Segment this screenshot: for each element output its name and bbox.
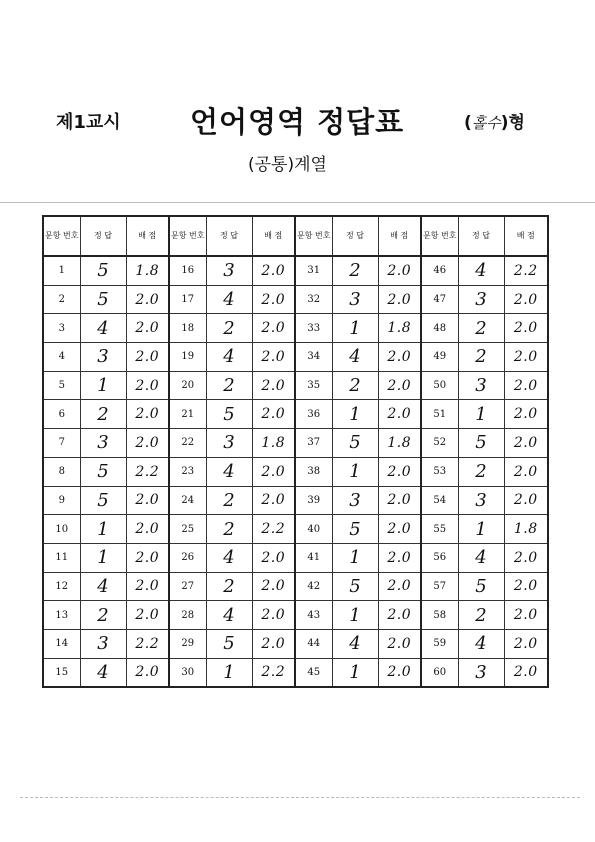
points-cell: 2.0 <box>252 629 295 658</box>
answer-cell: 3 <box>206 429 252 458</box>
col-header-answer: 정 답 <box>206 216 252 256</box>
question-number: 10 <box>43 515 80 544</box>
question-number: 39 <box>295 486 332 515</box>
answer-cell: 3 <box>80 429 126 458</box>
points-cell: 2.0 <box>378 486 421 515</box>
question-number: 23 <box>169 457 206 486</box>
points-cell: 1.8 <box>126 256 169 285</box>
question-number: 32 <box>295 285 332 314</box>
answer-cell: 3 <box>332 285 378 314</box>
points-cell: 2.0 <box>378 515 421 544</box>
top-divider <box>0 202 595 203</box>
question-number: 2 <box>43 285 80 314</box>
answer-cell: 4 <box>458 629 504 658</box>
points-cell: 2.0 <box>504 486 548 515</box>
question-number: 15 <box>43 658 80 687</box>
question-number: 16 <box>169 256 206 285</box>
points-cell: 2.0 <box>504 601 548 630</box>
answer-cell: 5 <box>332 429 378 458</box>
col-header-points: 배 점 <box>378 216 421 256</box>
answer-cell: 2 <box>206 572 252 601</box>
question-number: 45 <box>295 658 332 687</box>
question-number: 48 <box>421 314 458 343</box>
question-number: 56 <box>421 543 458 572</box>
answer-cell: 4 <box>80 572 126 601</box>
question-number: 49 <box>421 343 458 372</box>
col-header-answer: 정 답 <box>80 216 126 256</box>
points-cell: 2.0 <box>126 658 169 687</box>
question-number: 21 <box>169 400 206 429</box>
answer-cell: 2 <box>458 457 504 486</box>
points-cell: 2.0 <box>252 543 295 572</box>
points-cell: 2.0 <box>378 629 421 658</box>
points-cell: 2.0 <box>378 343 421 372</box>
table-row <box>43 314 548 343</box>
answer-cell: 1 <box>332 400 378 429</box>
points-cell: 2.0 <box>504 285 548 314</box>
points-cell: 2.0 <box>504 429 548 458</box>
table-row <box>43 543 548 572</box>
table-row <box>43 658 548 687</box>
bottom-divider <box>20 797 580 798</box>
question-number: 17 <box>169 285 206 314</box>
col-header-points: 배 점 <box>252 216 295 256</box>
points-cell: 2.2 <box>252 658 295 687</box>
answer-cell: 2 <box>332 256 378 285</box>
table-row <box>43 371 548 400</box>
exam-type-value: 홀수 <box>471 114 501 132</box>
points-cell: 2.0 <box>504 457 548 486</box>
answer-cell: 1 <box>80 371 126 400</box>
question-number: 5 <box>43 371 80 400</box>
question-number: 3 <box>43 314 80 343</box>
col-header-number: 문항 번호 <box>169 216 206 256</box>
points-cell: 2.0 <box>126 400 169 429</box>
points-cell: 2.0 <box>252 314 295 343</box>
question-number: 38 <box>295 457 332 486</box>
points-cell: 2.0 <box>378 457 421 486</box>
answer-cell: 4 <box>332 343 378 372</box>
answer-cell: 2 <box>332 371 378 400</box>
answer-cell: 3 <box>458 371 504 400</box>
answer-cell: 5 <box>332 515 378 544</box>
points-cell: 2.0 <box>252 343 295 372</box>
points-cell: 2.0 <box>126 572 169 601</box>
question-number: 25 <box>169 515 206 544</box>
question-number: 51 <box>421 400 458 429</box>
answer-cell: 2 <box>206 371 252 400</box>
points-cell: 2.0 <box>126 515 169 544</box>
points-cell: 1.8 <box>378 429 421 458</box>
answer-cell: 1 <box>206 658 252 687</box>
answer-cell: 3 <box>458 285 504 314</box>
points-cell: 2.0 <box>378 371 421 400</box>
answer-cell: 1 <box>332 658 378 687</box>
answer-cell: 5 <box>80 486 126 515</box>
page-subtitle: (공통)계열 <box>248 155 327 175</box>
points-cell: 2.0 <box>504 543 548 572</box>
points-cell: 2.0 <box>378 400 421 429</box>
answer-cell: 4 <box>80 314 126 343</box>
session-label: 제1교시 <box>56 112 121 133</box>
points-cell: 2.0 <box>126 429 169 458</box>
col-header-points: 배 점 <box>126 216 169 256</box>
question-number: 1 <box>43 256 80 285</box>
points-cell: 2.0 <box>378 601 421 630</box>
points-cell: 2.0 <box>252 486 295 515</box>
table-row <box>43 457 548 486</box>
answer-cell: 2 <box>458 343 504 372</box>
answer-cell: 1 <box>80 515 126 544</box>
question-number: 22 <box>169 429 206 458</box>
page-title: 언어영역 정답표 <box>190 105 405 139</box>
question-number: 59 <box>421 629 458 658</box>
table-row <box>43 285 548 314</box>
header-row <box>43 216 548 256</box>
question-number: 52 <box>421 429 458 458</box>
question-number: 24 <box>169 486 206 515</box>
answer-cell: 3 <box>332 486 378 515</box>
question-number: 55 <box>421 515 458 544</box>
answer-cell: 4 <box>332 629 378 658</box>
answer-cell: 1 <box>332 314 378 343</box>
question-number: 14 <box>43 629 80 658</box>
exam-type-close: )형 <box>500 113 525 133</box>
points-cell: 2.2 <box>126 457 169 486</box>
question-number: 46 <box>421 256 458 285</box>
table-row <box>43 601 548 630</box>
question-number: 44 <box>295 629 332 658</box>
col-header-points: 배 점 <box>504 216 548 256</box>
points-cell: 2.0 <box>252 457 295 486</box>
points-cell: 2.0 <box>504 658 548 687</box>
answer-cell: 3 <box>80 343 126 372</box>
answer-cell: 4 <box>206 543 252 572</box>
question-number: 28 <box>169 601 206 630</box>
answer-cell: 4 <box>458 256 504 285</box>
answer-cell: 5 <box>206 629 252 658</box>
answer-cell: 1 <box>332 543 378 572</box>
answer-cell: 5 <box>332 572 378 601</box>
table-row <box>43 429 548 458</box>
table-row <box>43 629 548 658</box>
answer-cell: 3 <box>458 658 504 687</box>
col-header-answer: 정 답 <box>332 216 378 256</box>
answer-cell: 2 <box>206 314 252 343</box>
points-cell: 2.0 <box>126 601 169 630</box>
question-number: 30 <box>169 658 206 687</box>
points-cell: 2.0 <box>252 256 295 285</box>
table-row <box>43 343 548 372</box>
answer-cell: 2 <box>458 314 504 343</box>
answer-cell: 5 <box>80 285 126 314</box>
points-cell: 2.0 <box>504 572 548 601</box>
points-cell: 2.0 <box>252 400 295 429</box>
points-cell: 2.0 <box>378 543 421 572</box>
points-cell: 2.0 <box>126 314 169 343</box>
question-number: 31 <box>295 256 332 285</box>
points-cell: 2.0 <box>126 343 169 372</box>
answer-cell: 5 <box>458 572 504 601</box>
col-header-answer: 정 답 <box>458 216 504 256</box>
points-cell: 2.0 <box>504 629 548 658</box>
points-cell: 2.0 <box>378 256 421 285</box>
answer-cell: 4 <box>206 601 252 630</box>
points-cell: 2.0 <box>252 572 295 601</box>
points-cell: 2.2 <box>252 515 295 544</box>
question-number: 29 <box>169 629 206 658</box>
points-cell: 2.0 <box>504 371 548 400</box>
question-number: 4 <box>43 343 80 372</box>
question-number: 35 <box>295 371 332 400</box>
question-number: 60 <box>421 658 458 687</box>
question-number: 43 <box>295 601 332 630</box>
question-number: 42 <box>295 572 332 601</box>
question-number: 40 <box>295 515 332 544</box>
answer-cell: 3 <box>206 256 252 285</box>
points-cell: 2.0 <box>504 314 548 343</box>
question-number: 6 <box>43 400 80 429</box>
answer-cell: 4 <box>458 543 504 572</box>
question-number: 57 <box>421 572 458 601</box>
table-row <box>43 256 548 285</box>
points-cell: 1.8 <box>252 429 295 458</box>
question-number: 26 <box>169 543 206 572</box>
points-cell: 2.0 <box>252 601 295 630</box>
col-header-number: 문항 번호 <box>295 216 332 256</box>
exam-type <box>464 108 525 133</box>
answer-cell: 1 <box>332 457 378 486</box>
points-cell: 2.2 <box>504 256 548 285</box>
points-cell: 2.0 <box>126 543 169 572</box>
question-number: 20 <box>169 371 206 400</box>
answer-cell: 4 <box>206 285 252 314</box>
question-number: 37 <box>295 429 332 458</box>
points-cell: 2.0 <box>378 572 421 601</box>
question-number: 7 <box>43 429 80 458</box>
question-number: 41 <box>295 543 332 572</box>
question-number: 34 <box>295 343 332 372</box>
answer-cell: 3 <box>80 629 126 658</box>
points-cell: 2.0 <box>252 371 295 400</box>
answer-cell: 2 <box>80 400 126 429</box>
question-number: 13 <box>43 601 80 630</box>
answer-cell: 5 <box>458 429 504 458</box>
points-cell: 1.8 <box>504 515 548 544</box>
question-number: 11 <box>43 543 80 572</box>
answer-cell: 5 <box>80 256 126 285</box>
question-number: 9 <box>43 486 80 515</box>
table-row <box>43 486 548 515</box>
answer-cell: 2 <box>80 601 126 630</box>
answer-cell: 5 <box>80 457 126 486</box>
question-number: 58 <box>421 601 458 630</box>
question-number: 53 <box>421 457 458 486</box>
question-number: 19 <box>169 343 206 372</box>
question-number: 54 <box>421 486 458 515</box>
exam-type-open: ( <box>464 113 472 133</box>
points-cell: 1.8 <box>378 314 421 343</box>
answer-cell: 3 <box>458 486 504 515</box>
question-number: 27 <box>169 572 206 601</box>
question-number: 50 <box>421 371 458 400</box>
answer-cell: 2 <box>206 515 252 544</box>
answer-cell: 2 <box>206 486 252 515</box>
answer-cell: 5 <box>206 400 252 429</box>
points-cell: 2.0 <box>504 343 548 372</box>
answer-cell: 1 <box>458 515 504 544</box>
question-number: 47 <box>421 285 458 314</box>
points-cell: 2.0 <box>126 371 169 400</box>
answer-cell: 1 <box>80 543 126 572</box>
points-cell: 2.0 <box>126 285 169 314</box>
question-number: 36 <box>295 400 332 429</box>
question-number: 33 <box>295 314 332 343</box>
table-row <box>43 572 548 601</box>
answer-cell: 4 <box>206 343 252 372</box>
points-cell: 2.0 <box>504 400 548 429</box>
answer-cell: 2 <box>458 601 504 630</box>
points-cell: 2.2 <box>126 629 169 658</box>
question-number: 12 <box>43 572 80 601</box>
question-number: 18 <box>169 314 206 343</box>
points-cell: 2.0 <box>378 658 421 687</box>
answer-cell: 1 <box>458 400 504 429</box>
answer-table <box>42 215 549 688</box>
answer-cell: 1 <box>332 601 378 630</box>
answer-table-body <box>43 256 548 687</box>
answer-cell: 4 <box>206 457 252 486</box>
table-row <box>43 515 548 544</box>
question-number: 8 <box>43 457 80 486</box>
col-header-number: 문항 번호 <box>421 216 458 256</box>
answer-cell: 4 <box>80 658 126 687</box>
points-cell: 2.0 <box>378 285 421 314</box>
table-row <box>43 400 548 429</box>
col-header-number: 문항 번호 <box>43 216 80 256</box>
points-cell: 2.0 <box>126 486 169 515</box>
points-cell: 2.0 <box>252 285 295 314</box>
